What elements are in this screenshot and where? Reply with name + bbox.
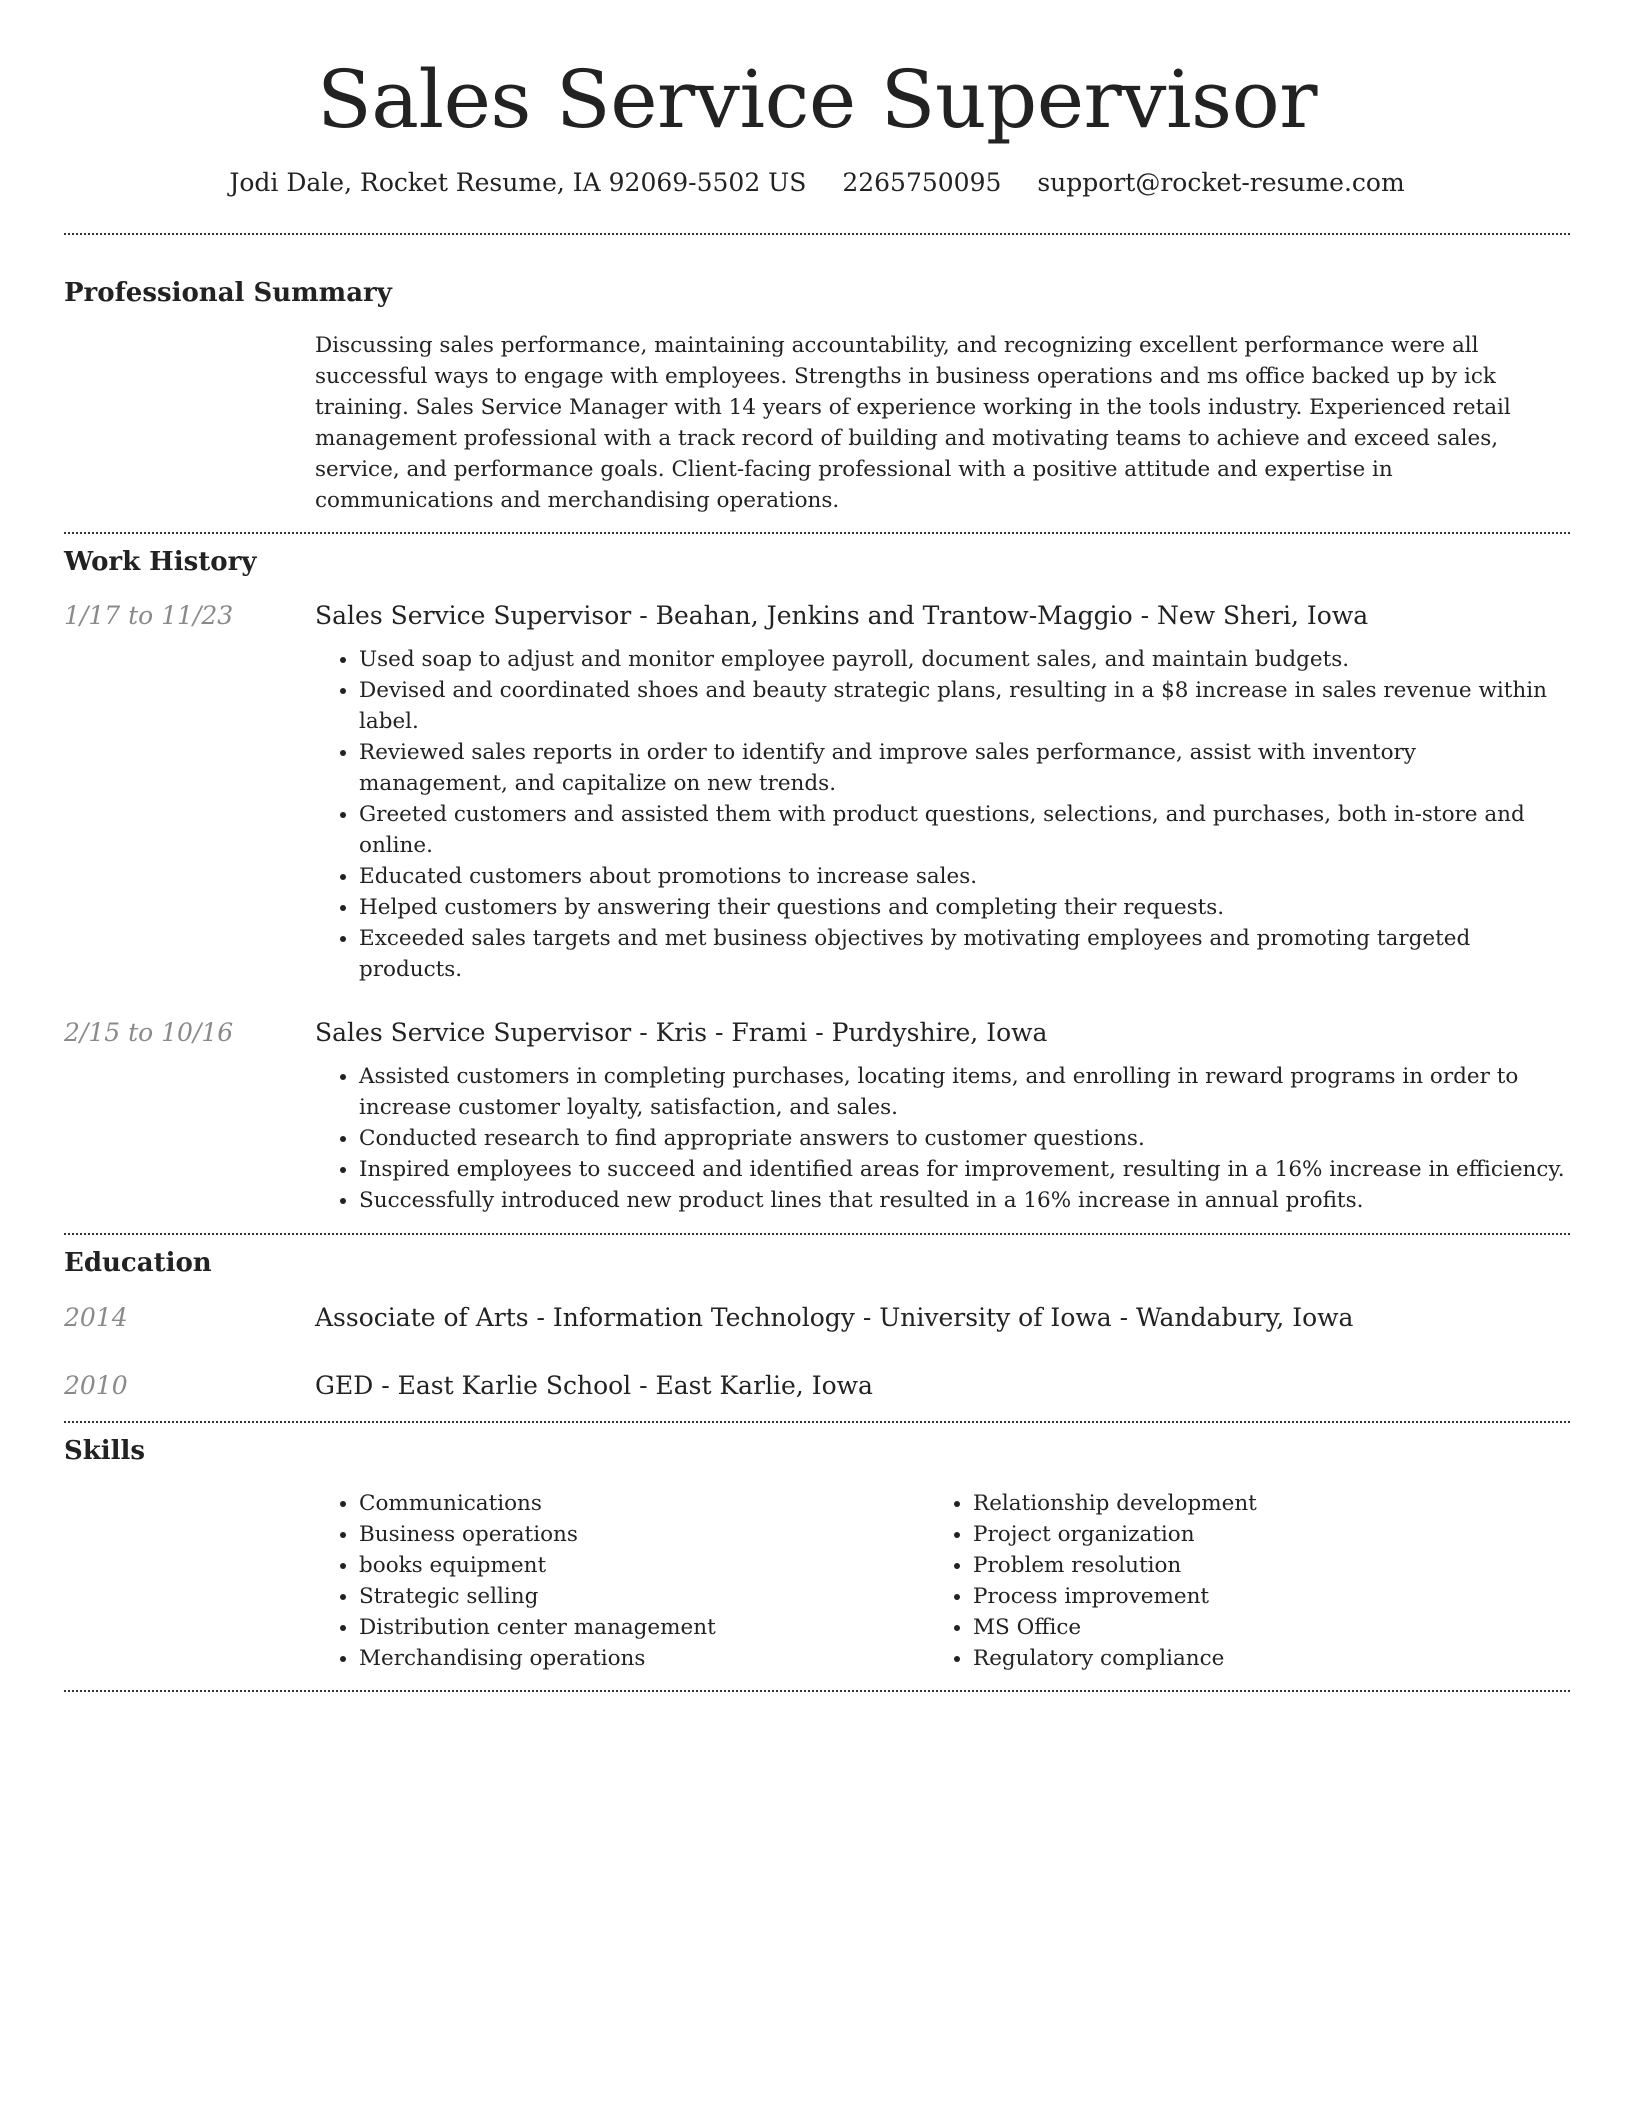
education-entry xyxy=(64,1302,1570,1334)
contact-email: support@rocket-resume.com xyxy=(1037,168,1405,197)
education-detail: Associate of Arts - Information Technology - University of Iowa - Wandabury, Iowa xyxy=(315,1303,1354,1332)
section-heading-education: Education xyxy=(64,1248,212,1278)
education-year: 2010 xyxy=(64,1371,128,1400)
job-title: Sales Service Supervisor - Kris - Frami - Purdyshire, Iowa xyxy=(315,1018,1048,1047)
divider xyxy=(64,1421,1570,1423)
education-entry xyxy=(64,1370,1570,1402)
list-item: • Reviewed sales reports in order to identify and improve sales performance, assist with inventory management, and capitalize on new trends. xyxy=(359,737,1570,799)
contact-line xyxy=(64,166,1570,200)
skills-row xyxy=(64,1488,1570,1674)
list-item: • Distribution center management xyxy=(359,1612,929,1643)
list-item: • books equipment xyxy=(359,1550,929,1581)
job-entry xyxy=(64,600,1570,985)
list-item: • Regulatory compliance xyxy=(973,1643,1543,1674)
job-entry xyxy=(64,1017,1570,1216)
list-item: • Devised and coordinated shoes and beauty strategic plans, resulting in a $8 increase in sales revenue within label. xyxy=(359,675,1570,737)
resume-page xyxy=(64,0,1570,1692)
summary-row xyxy=(64,330,1570,516)
skills-list-left xyxy=(315,1488,929,1674)
list-item: • Problem resolution xyxy=(973,1550,1543,1581)
list-item: • Exceeded sales targets and met business objectives by motivating employees and promoting targeted products. xyxy=(359,923,1570,985)
divider xyxy=(64,532,1570,534)
divider xyxy=(64,233,1570,235)
job-bullets xyxy=(315,1061,1570,1216)
list-item: • Used soap to adjust and monitor employee payroll, document sales, and maintain budgets. xyxy=(359,644,1570,675)
summary-text: Discussing sales performance, maintaining accountability, and recognizing excellent performance were all successful ways to engage with employees. Strengths in business operations and ms office backed up by ick training. Sales Service Manager with 14 years of experience working in the tools industry. Experienced retail management professional with a track record of building and motivating teams to achieve and exceed sales, service, and performance goals. Client-facing professional with a positive attitude and expertise in communications and merchandising operations. xyxy=(315,333,1511,513)
section-heading-summary: Professional Summary xyxy=(64,278,392,308)
section-heading-skills: Skills xyxy=(64,1436,146,1466)
job-title: Sales Service Supervisor - Beahan, Jenkins and Trantow-Maggio - New Sheri, Iowa xyxy=(315,601,1369,630)
divider xyxy=(64,1690,1570,1692)
job-bullets xyxy=(315,644,1570,985)
resume-title: Sales Service Supervisor xyxy=(316,53,1318,146)
list-item: • Communications xyxy=(359,1488,929,1519)
job-dates: 2/15 to 10/16 xyxy=(64,1018,234,1047)
list-item: • Project organization xyxy=(973,1519,1543,1550)
list-item: • MS Office xyxy=(973,1612,1543,1643)
list-item: • Successfully introduced new product lines that resulted in a 16% increase in annual profits. xyxy=(359,1185,1570,1216)
contact-address: Jodi Dale, Rocket Resume, IA 92069-5502 US xyxy=(229,168,807,197)
list-item: • Process improvement xyxy=(973,1581,1543,1612)
job-dates: 1/17 to 11/23 xyxy=(64,601,234,630)
list-item: • Assisted customers in completing purchases, locating items, and enrolling in reward programs in order to increase customer loyalty, satisfaction, and sales. xyxy=(359,1061,1570,1123)
education-year: 2014 xyxy=(64,1303,128,1332)
section-heading-work: Work History xyxy=(64,547,257,577)
skills-columns xyxy=(315,1488,1570,1674)
list-item: • Helped customers by answering their questions and completing their requests. xyxy=(359,892,1570,923)
skills-list-right xyxy=(929,1488,1543,1674)
education-detail: GED - East Karlie School - East Karlie, Iowa xyxy=(315,1371,873,1400)
list-item: • Strategic selling xyxy=(359,1581,929,1612)
list-item: • Relationship development xyxy=(973,1488,1543,1519)
divider xyxy=(64,1233,1570,1235)
list-item: • Inspired employees to succeed and identified areas for improvement, resulting in a 16% increase in efficiency. xyxy=(359,1154,1570,1185)
list-item: • Merchandising operations xyxy=(359,1643,929,1674)
list-item: • Educated customers about promotions to increase sales. xyxy=(359,861,1570,892)
list-item: • Greeted customers and assisted them with product questions, selections, and purchases, both in-store and online. xyxy=(359,799,1570,861)
contact-phone: 2265750095 xyxy=(842,168,1002,197)
list-item: • Conducted research to find appropriate answers to customer questions. xyxy=(359,1123,1570,1154)
list-item: • Business operations xyxy=(359,1519,929,1550)
